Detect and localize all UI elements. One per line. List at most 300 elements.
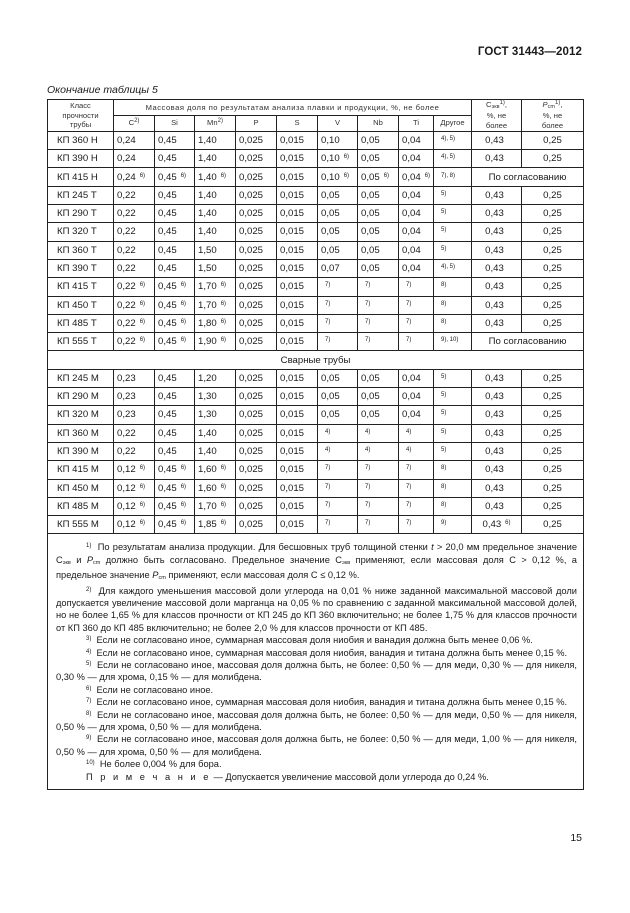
cell-s: 0,015 — [277, 369, 318, 387]
cell-mn: 1,40 — [195, 223, 236, 241]
cell-ti: 0,04 — [399, 186, 434, 204]
cell-grade: КП 450 Т — [48, 296, 114, 314]
cell-ti: 0,04 — [399, 369, 434, 387]
cell-ceq: 0,43 — [472, 278, 522, 296]
cell-grade: КП 485 Т — [48, 314, 114, 332]
cell-nb: 0,05 — [358, 131, 399, 149]
cell-ceq: 0,43 — [472, 131, 522, 149]
cell-pcm: 0,25 — [522, 516, 584, 534]
cell-p: 0,025 — [236, 479, 277, 497]
cell-c: 0,22 — [114, 205, 155, 223]
cell-si: 0,45 $^{6)}$ — [155, 479, 195, 497]
table-row — [48, 131, 584, 149]
cell-v: 7) — [318, 314, 358, 332]
table-caption: Окончание таблицы 5 — [47, 84, 158, 96]
table-row — [48, 516, 584, 534]
header-ti: Ti — [399, 115, 434, 131]
cell-pcm: 0,25 — [522, 205, 584, 223]
cell-ceq: 0,43 — [472, 442, 522, 460]
cell-c: 0,22 $^{6)}$ — [114, 314, 155, 332]
welded-pipes-body — [48, 369, 584, 534]
cell-pcm: 0,25 — [522, 150, 584, 168]
cell-nb: 7) — [358, 479, 399, 497]
cell-si: 0,45 $^{6)}$ — [155, 461, 195, 479]
cell-mn: 1,70 $^{6)}$ — [195, 296, 236, 314]
cell-ceq: 0,43 — [472, 424, 522, 442]
cell-grade: КП 555 Т — [48, 333, 114, 351]
cell-p: 0,025 — [236, 259, 277, 277]
cell-pcm: 0,25 — [522, 369, 584, 387]
cell-other: 5) — [434, 205, 472, 223]
standard-header: ГОСТ 31443—2012 — [477, 46, 582, 58]
cell-ceq: 0,43 — [472, 259, 522, 277]
cell-mn: 1,60 $^{6)}$ — [195, 479, 236, 497]
cell-nb: 0,05 — [358, 186, 399, 204]
cell-s: 0,015 — [277, 186, 318, 204]
cell-ti: 0,04 — [399, 406, 434, 424]
footnote-8: $^{8)}$ Если не согласовано иное, массовая доля должна быть, не более: 0,50 % — для меди, 0,50 % — для никеля, 0,50 % — для хрома, 0,50 % — для молибдена. — [56, 709, 577, 733]
cell-ti: 7) — [399, 314, 434, 332]
cell-s: 0,015 — [277, 497, 318, 515]
cell-other: 8) — [434, 278, 472, 296]
cell-si: 0,45 — [155, 442, 195, 460]
cell-v: 0,05 — [318, 388, 358, 406]
cell-other: 5) — [434, 369, 472, 387]
cell-si: 0,45 — [155, 205, 195, 223]
cell-pcm: 0,25 — [522, 259, 584, 277]
cell-p: 0,025 — [236, 223, 277, 241]
cell-ceq: 0,43 — [472, 241, 522, 259]
cell-mn: 1,50 — [195, 241, 236, 259]
cell-pcm: 0,25 — [522, 314, 584, 332]
cell-s: 0,015 — [277, 424, 318, 442]
header-nb: Nb — [358, 115, 399, 131]
cell-ti: 7) — [399, 497, 434, 515]
cell-nb: 0,05 — [358, 241, 399, 259]
table-row — [48, 241, 584, 259]
cell-p: 0,025 — [236, 442, 277, 460]
cell-si: 0,45 — [155, 241, 195, 259]
cell-s: 0,015 — [277, 131, 318, 149]
cell-v: 0,05 — [318, 186, 358, 204]
cell-v: 0,07 — [318, 259, 358, 277]
table-row — [48, 259, 584, 277]
cell-pcm: 0,25 — [522, 461, 584, 479]
cell-nb: 7) — [358, 461, 399, 479]
footnote-1: $^{1)}$ По результатам анализа продукции. Для бесшовных труб толщиной стенки t > 20,0 мм предельное значение Cэкв и Pcm должно быть согласовано. Предельное значение Cэкв применяют, если массовая доля С > 0,12 %, а предельное значение Pcm применяют, если массовая доля С ≤ 0,12 %. — [56, 542, 578, 582]
cell-grade: КП 290 М — [48, 388, 114, 406]
cell-nb: 0,05 — [358, 406, 399, 424]
cell-grade: КП 245 М — [48, 369, 114, 387]
cell-v: 0,10 $^{6)}$ — [318, 150, 358, 168]
cell-s: 0,015 — [277, 223, 318, 241]
cell-ti: 7) — [399, 461, 434, 479]
cell-grade: КП 415 М — [48, 461, 114, 479]
footnote-4: $^{4)}$ Если не согласовано иное, суммарная массовая доля ниобия, ванадия и титана должна быть менее 0,15 %. — [86, 647, 568, 658]
cell-ceq: 0,43 — [472, 479, 522, 497]
cell-v: 0,05 — [318, 406, 358, 424]
cell-p: 0,025 — [236, 186, 277, 204]
cell-ti: 0,04 — [399, 241, 434, 259]
cell-ceq: 0,43 — [472, 388, 522, 406]
cell-s: 0,015 — [277, 388, 318, 406]
table-row — [48, 406, 584, 424]
cell-v: 7) — [318, 333, 358, 351]
cell-ti: 0,04 $^{6)}$ — [399, 168, 434, 186]
cell-v: 0,05 — [318, 223, 358, 241]
header-grade — [48, 100, 114, 132]
cell-ti: 7) — [399, 516, 434, 534]
cell-other: 9) — [434, 516, 472, 534]
cell-pcm: 0,25 — [522, 241, 584, 259]
cell-v: 0,10 $^{6)}$ — [318, 168, 358, 186]
cell-c: 0,22 — [114, 241, 155, 259]
cell-c: 0,22 — [114, 259, 155, 277]
cell-si: 0,45 $^{6)}$ — [155, 516, 195, 534]
cell-mn: 1,40 — [195, 205, 236, 223]
cell-mn: 1,30 — [195, 388, 236, 406]
cell-grade: КП 390 Т — [48, 259, 114, 277]
cell-p: 0,025 — [236, 278, 277, 296]
cell-ceq: 0,43 — [472, 497, 522, 515]
table-row — [48, 442, 584, 460]
cell-other: 8) — [434, 296, 472, 314]
table-row — [48, 186, 584, 204]
cell-grade: КП 290 Т — [48, 205, 114, 223]
cell-pcm: 0,25 — [522, 296, 584, 314]
cell-grade: КП 415 Н — [48, 168, 114, 186]
cell-pcm: 0,25 — [522, 223, 584, 241]
cell-nb: 7) — [358, 314, 399, 332]
cell-si: 0,45 $^{6)}$ — [155, 497, 195, 515]
cell-grade: КП 390 Н — [48, 150, 114, 168]
table-row — [48, 461, 584, 479]
cell-c: 0,24 — [114, 131, 155, 149]
cell-s: 0,015 — [277, 406, 318, 424]
table-remark: П р и м е ч а н и е — Допускается увеличение массовой доли углерода до 0,24 %. — [86, 771, 489, 782]
cell-p: 0,025 — [236, 205, 277, 223]
cell-grade: КП 415 Т — [48, 278, 114, 296]
cell-mn: 1,90 $^{6)}$ — [195, 333, 236, 351]
cell-mn: 1,85 $^{6)}$ — [195, 516, 236, 534]
table-wrapper — [47, 99, 583, 790]
cell-grade: КП 320 Т — [48, 223, 114, 241]
cell-c: 0,23 — [114, 369, 155, 387]
cell-si: 0,45 $^{6)}$ — [155, 296, 195, 314]
table-row — [48, 223, 584, 241]
cell-v: 7) — [318, 461, 358, 479]
cell-si: 0,45 — [155, 259, 195, 277]
cell-nb: 7) — [358, 296, 399, 314]
cell-ti: 0,04 — [399, 150, 434, 168]
header-grade-line1: Класс — [70, 100, 91, 110]
cell-grade: КП 360 М — [48, 424, 114, 442]
cell-ceq: 0,43 — [472, 461, 522, 479]
cell-pcm: 0,25 — [522, 424, 584, 442]
cell-nb: 0,05 — [358, 369, 399, 387]
header-si: Si — [155, 115, 195, 131]
section-title-welded: Сварные трубы — [48, 351, 584, 369]
table-row — [48, 278, 584, 296]
table-row — [48, 205, 584, 223]
cell-v: 0,10 — [318, 131, 358, 149]
cell-nb: 4) — [358, 424, 399, 442]
footnote-6: $^{6)}$ Если не согласовано иное. — [86, 684, 214, 695]
cell-other: 5) — [434, 388, 472, 406]
cell-c: 0,24 — [114, 150, 155, 168]
cell-p: 0,025 — [236, 516, 277, 534]
cell-mn: 1,40 — [195, 150, 236, 168]
cell-mn: 1,70 $^{6)}$ — [195, 497, 236, 515]
cell-grade: КП 390 М — [48, 442, 114, 460]
cell-s: 0,015 — [277, 150, 318, 168]
cell-mn: 1,70 $^{6)}$ — [195, 278, 236, 296]
cell-si: 0,45 — [155, 186, 195, 204]
welded-section — [48, 351, 584, 369]
cell-v: 0,05 — [318, 205, 358, 223]
cell-ceq: 0,43 — [472, 150, 522, 168]
table-row — [48, 168, 584, 186]
cell-v: 7) — [318, 296, 358, 314]
cell-si: 0,45 — [155, 150, 195, 168]
header-v: V — [318, 115, 358, 131]
cell-nb: 4) — [358, 442, 399, 460]
table-row — [48, 497, 584, 515]
cell-nb: 0,05 — [358, 205, 399, 223]
cell-s: 0,015 — [277, 314, 318, 332]
cell-v: 7) — [318, 497, 358, 515]
header-mn: Mn$^{2)}$ — [195, 115, 236, 131]
cell-grade: КП 555 М — [48, 516, 114, 534]
cell-mn: 1,60 $^{6)}$ — [195, 461, 236, 479]
cell-si: 0,45 — [155, 406, 195, 424]
table-row — [48, 314, 584, 332]
cell-ceq: 0,43 — [472, 223, 522, 241]
cell-grade: КП 320 М — [48, 406, 114, 424]
cell-c: 0,22 — [114, 223, 155, 241]
cell-s: 0,015 — [277, 168, 318, 186]
cell-nb: 7) — [358, 516, 399, 534]
cell-mn: 1,40 — [195, 424, 236, 442]
cell-pcm: 0,25 — [522, 442, 584, 460]
cell-s: 0,015 — [277, 479, 318, 497]
cell-mn: 1,20 — [195, 369, 236, 387]
cell-other: 9), 10) — [434, 333, 472, 351]
cell-ceq: 0,43 — [472, 406, 522, 424]
cell-p: 0,025 — [236, 150, 277, 168]
cell-other: 4), 5) — [434, 259, 472, 277]
table-row — [48, 333, 584, 351]
cell-si: 0,45 $^{6)}$ — [155, 278, 195, 296]
cell-nb: 0,05 — [358, 150, 399, 168]
header-grade-line2: прочности — [62, 110, 99, 120]
page-number: 15 — [570, 832, 582, 844]
footnote-7: $^{7)}$ Если не согласовано иное, суммарная массовая доля ниобия, ванадия и титана должна быть менее 0,15 %. — [86, 697, 568, 708]
cell-p: 0,025 — [236, 461, 277, 479]
cell-grade: КП 360 Н — [48, 131, 114, 149]
footnote-3: $^{3)}$ Если не согласовано иное, суммарная массовая доля ниобия и ванадия должна быть менее 0,06 %. — [86, 635, 533, 646]
cell-p: 0,025 — [236, 131, 277, 149]
table-row — [48, 369, 584, 387]
cell-s: 0,015 — [277, 205, 318, 223]
cell-ceq: 0,43 — [472, 186, 522, 204]
header-pcm: Pcm$^{1)}$, %, не более — [522, 100, 584, 132]
footnote-5: $^{5)}$ Если не согласовано иное, массовая доля должна быть, не более: 0,50 % — для меди, 0,30 % — для никеля, 0,30 % — для хрома, 0,15 % — для молибдена. — [56, 660, 577, 683]
cell-ceq: 0,43 — [472, 314, 522, 332]
cell-ti: 0,04 — [399, 223, 434, 241]
cell-other: 4), 5) — [434, 131, 472, 149]
cell-grade: КП 245 Т — [48, 186, 114, 204]
header-grade-line3: трубы — [69, 120, 92, 130]
cell-s: 0,015 — [277, 333, 318, 351]
cell-v: 7) — [318, 278, 358, 296]
cell-s: 0,015 — [277, 296, 318, 314]
cell-grade: КП 450 М — [48, 479, 114, 497]
table-row — [48, 479, 584, 497]
header-c: $C^{2)}$ — [114, 115, 155, 131]
cell-other: 8) — [434, 461, 472, 479]
cell-s: 0,015 — [277, 442, 318, 460]
cell-other: 5) — [434, 186, 472, 204]
cell-pcm: 0,25 — [522, 278, 584, 296]
header-other: Другое — [434, 115, 472, 131]
cell-pcm: 0,25 — [522, 406, 584, 424]
cell-nb: 0,05 $^{6)}$ — [358, 168, 399, 186]
cell-ti: 7) — [399, 333, 434, 351]
cell-c: 0,22 $^{6)}$ — [114, 296, 155, 314]
cell-c: 0,12 $^{6)}$ — [114, 516, 155, 534]
cell-nb: 7) — [358, 497, 399, 515]
cell-grade: КП 360 Т — [48, 241, 114, 259]
chemical-composition-table — [47, 99, 584, 790]
cell-other: 5) — [434, 442, 472, 460]
cell-s: 0,015 — [277, 278, 318, 296]
cell-c: 0,12 $^{6)}$ — [114, 461, 155, 479]
cell-si: 0,45 $^{6)}$ — [155, 168, 195, 186]
cell-c: 0,22 — [114, 424, 155, 442]
cell-p: 0,025 — [236, 314, 277, 332]
cell-other: 8) — [434, 479, 472, 497]
cell-si: 0,45 $^{6)}$ — [155, 314, 195, 332]
cell-ceq-pcm-merged: По согласованию — [472, 168, 584, 186]
cell-c: 0,23 — [114, 388, 155, 406]
cell-s: 0,015 — [277, 241, 318, 259]
header-ceq: Cэкв$^{1)}$, %, не более — [472, 100, 522, 132]
cell-ti: 4) — [399, 424, 434, 442]
cell-v: 4) — [318, 424, 358, 442]
cell-s: 0,015 — [277, 461, 318, 479]
cell-s: 0,015 — [277, 516, 318, 534]
cell-p: 0,025 — [236, 168, 277, 186]
cell-mn: 1,40 — [195, 442, 236, 460]
cell-pcm: 0,25 — [522, 497, 584, 515]
footnote-9: $^{9)}$ Если не согласовано иное, массовая доля должна быть, не более: 0,50 % — для меди, 1,00 % — для никеля, 0,50 % — для хрома, 0,50 % — для молибдена. — [56, 734, 577, 757]
cell-si: 0,45 — [155, 424, 195, 442]
cell-ti: 7) — [399, 278, 434, 296]
cell-c: 0,12 $^{6)}$ — [114, 497, 155, 515]
table-row — [48, 424, 584, 442]
cell-nb: 0,05 — [358, 223, 399, 241]
cell-c: 0,12 $^{6)}$ — [114, 479, 155, 497]
cell-p: 0,025 — [236, 241, 277, 259]
cell-nb: 0,05 — [358, 259, 399, 277]
cell-other: 5) — [434, 241, 472, 259]
cell-c: 0,22 $^{6)}$ — [114, 333, 155, 351]
cell-c: 0,22 — [114, 442, 155, 460]
cell-si: 0,45 — [155, 223, 195, 241]
cell-p: 0,025 — [236, 369, 277, 387]
cell-ceq-pcm-merged: По согласованию — [472, 333, 584, 351]
cell-other: 4), 5) — [434, 150, 472, 168]
cell-mn: 1,80 $^{6)}$ — [195, 314, 236, 332]
cell-si: 0,45 $^{6)}$ — [155, 333, 195, 351]
cell-v: 4) — [318, 442, 358, 460]
cell-nb: 7) — [358, 333, 399, 351]
cell-c: 0,22 $^{6)}$ — [114, 278, 155, 296]
footnote-10: $^{10)}$ Не более 0,004 % для бора. — [86, 759, 222, 770]
cell-ceq: 0,43 — [472, 296, 522, 314]
cell-nb: 0,05 — [358, 388, 399, 406]
cell-mn: 1,40 — [195, 186, 236, 204]
cell-v: 7) — [318, 516, 358, 534]
cell-mn: 1,50 — [195, 259, 236, 277]
cell-si: 0,45 — [155, 369, 195, 387]
cell-grade: КП 485 М — [48, 497, 114, 515]
cell-ti: 0,04 — [399, 205, 434, 223]
header-mass-fraction: Массовая доля по результатам анализа плавки и продукции, %, не более — [114, 100, 472, 116]
cell-si: 0,45 — [155, 131, 195, 149]
cell-mn: 1,30 — [195, 406, 236, 424]
cell-p: 0,025 — [236, 388, 277, 406]
cell-other: 7), 8) — [434, 168, 472, 186]
table-row — [48, 296, 584, 314]
cell-ti: 7) — [399, 479, 434, 497]
cell-ti: 7) — [399, 296, 434, 314]
cell-ceq: 0,43 — [472, 369, 522, 387]
cell-pcm: 0,25 — [522, 131, 584, 149]
table-row — [48, 150, 584, 168]
cell-p: 0,025 — [236, 424, 277, 442]
cell-ti: 0,04 — [399, 259, 434, 277]
cell-mn: 1,40 $^{6)}$ — [195, 168, 236, 186]
cell-si: 0,45 — [155, 388, 195, 406]
cell-nb: 7) — [358, 278, 399, 296]
header-p: P — [236, 115, 277, 131]
cell-ceq: 0,43 $^{6)}$ — [472, 516, 522, 534]
cell-other: 5) — [434, 406, 472, 424]
cell-p: 0,025 — [236, 497, 277, 515]
cell-other: 5) — [434, 223, 472, 241]
cell-ti: 0,04 — [399, 388, 434, 406]
cell-v: 7) — [318, 479, 358, 497]
table-row — [48, 388, 584, 406]
footnotes — [48, 534, 584, 790]
cell-c: 0,23 — [114, 406, 155, 424]
cell-ti: 4) — [399, 442, 434, 460]
cell-c: 0,22 — [114, 186, 155, 204]
cell-v: 0,05 — [318, 241, 358, 259]
cell-c: 0,24 $^{6)}$ — [114, 168, 155, 186]
cell-p: 0,025 — [236, 296, 277, 314]
cell-pcm: 0,25 — [522, 388, 584, 406]
cell-pcm: 0,25 — [522, 186, 584, 204]
cell-v: 0,05 — [318, 369, 358, 387]
cell-pcm: 0,25 — [522, 479, 584, 497]
seamless-pipes-body — [48, 131, 584, 351]
cell-other: 8) — [434, 314, 472, 332]
footnote-2: $^{2)}$ Для каждого уменьшения массовой доли углерода на 0,01 % ниже заданной максимальной массовой доли допускается увеличение массовой доли марганца на 0,05 % по сравнению с заданной максимальной массовой долей, но не более 1,65 % для классов прочности от КП 245 до КП 360 включительно; не более 1,75 % для классов прочности от КП 360 до КП 485 включительно; не более 2,0 % для классов прочности от КП 485. — [56, 585, 578, 633]
cell-p: 0,025 — [236, 333, 277, 351]
